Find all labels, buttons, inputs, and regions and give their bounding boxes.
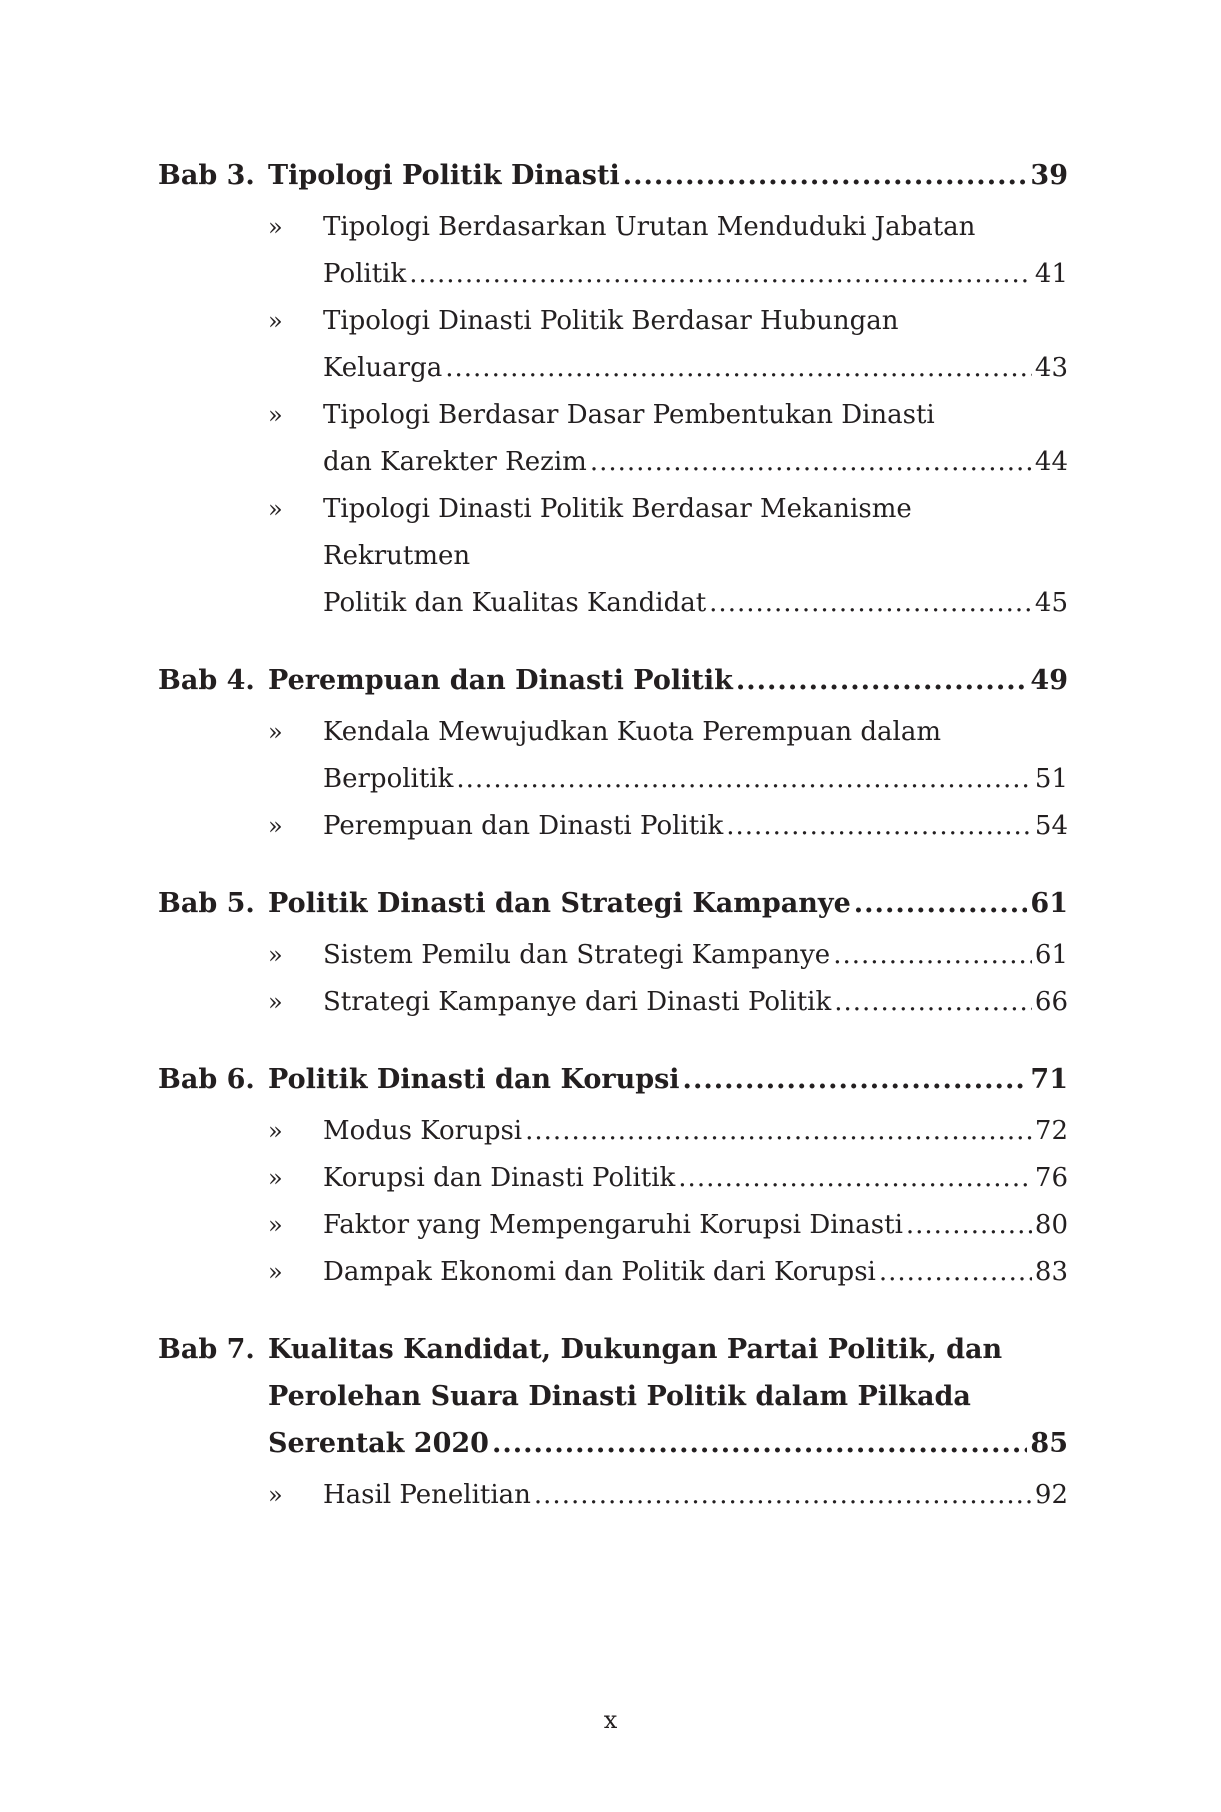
toc-chapter bbox=[158, 657, 1068, 850]
chapter-page-number: 85 bbox=[1030, 1428, 1068, 1459]
entry-line: Politik bbox=[323, 259, 407, 289]
entry-line: dan Karekter Rezim bbox=[323, 447, 587, 477]
entry-line: Faktor yang Mempengaruhi Korupsi Dinasti bbox=[323, 1210, 903, 1240]
entry-last-line bbox=[323, 979, 1068, 1026]
entry-line: Korupsi dan Dinasti Politik bbox=[323, 1163, 676, 1193]
toc-section bbox=[268, 298, 1068, 392]
entry-line: Politik dan Kualitas Kandidat bbox=[323, 588, 707, 618]
section-title bbox=[323, 1202, 1068, 1249]
dot-leader bbox=[854, 880, 1028, 927]
chapter-page-number: 71 bbox=[1030, 1064, 1068, 1095]
bullet-icon: » bbox=[268, 988, 283, 1016]
dot-leader bbox=[683, 1056, 1028, 1103]
bullet-icon: » bbox=[268, 1211, 283, 1239]
entry-line: Modus Korupsi bbox=[323, 1116, 523, 1146]
section-page-number: 44 bbox=[1034, 447, 1068, 477]
chapter-title bbox=[268, 880, 1068, 927]
entry-line: Perolehan Suara Dinasti Politik dalam Pilkada bbox=[268, 1381, 971, 1412]
entry-last-line bbox=[323, 580, 1068, 627]
section-title bbox=[323, 392, 1068, 486]
section-page-number: 80 bbox=[1034, 1210, 1068, 1240]
section-page-number: 66 bbox=[1034, 987, 1068, 1017]
toc-chapter bbox=[158, 1056, 1068, 1296]
entry-line: Tipologi Berdasarkan Urutan Menduduki Jabatan bbox=[323, 212, 976, 242]
entry-line: Strategi Kampanye dari Dinasti Politik bbox=[323, 987, 832, 1017]
entry-line: Serentak 2020 bbox=[268, 1428, 489, 1459]
chapter-title bbox=[268, 152, 1068, 199]
entry-line: Berpolitik bbox=[323, 764, 454, 794]
section-title bbox=[323, 298, 1068, 392]
entry-line: Perempuan dan Dinasti Politik bbox=[323, 811, 724, 841]
entry-last-line bbox=[323, 1155, 1068, 1202]
entry-last-line bbox=[323, 932, 1068, 979]
section-page-number: 72 bbox=[1034, 1116, 1068, 1146]
section-list bbox=[268, 204, 1068, 627]
chapter-heading bbox=[158, 1326, 1068, 1467]
toc-section bbox=[268, 932, 1068, 979]
section-page-number: 45 bbox=[1034, 588, 1068, 618]
toc-section bbox=[268, 979, 1068, 1026]
entry-last-line bbox=[323, 1472, 1068, 1519]
section-title bbox=[323, 803, 1068, 850]
section-page-number: 43 bbox=[1034, 353, 1068, 383]
section-list bbox=[268, 709, 1068, 850]
bullet-icon: » bbox=[268, 812, 283, 840]
dot-leader bbox=[833, 932, 1032, 979]
bullet-icon: » bbox=[268, 1258, 283, 1286]
dot-leader bbox=[834, 979, 1032, 1026]
bullet-icon: » bbox=[268, 718, 283, 746]
toc-section bbox=[268, 204, 1068, 298]
entry-line: Perempuan dan Dinasti Politik bbox=[268, 665, 733, 696]
section-title bbox=[323, 932, 1068, 979]
dot-leader bbox=[525, 1108, 1032, 1155]
section-list bbox=[268, 932, 1068, 1026]
entry-last-line bbox=[268, 1056, 1068, 1103]
section-page-number: 83 bbox=[1034, 1257, 1068, 1287]
section-list bbox=[268, 1108, 1068, 1296]
entry-line: Politik Dinasti dan Strategi Kampanye bbox=[268, 888, 851, 919]
dot-leader bbox=[534, 1472, 1032, 1519]
dot-leader bbox=[623, 152, 1028, 199]
bullet-icon: » bbox=[268, 1481, 283, 1509]
dot-leader bbox=[906, 1202, 1032, 1249]
entry-line: Hasil Penelitian bbox=[323, 1480, 531, 1510]
bullet-icon: » bbox=[268, 307, 283, 335]
entry-last-line bbox=[323, 756, 1068, 803]
toc-chapter bbox=[158, 880, 1068, 1026]
entry-line: Keluarga bbox=[323, 353, 443, 383]
entry-last-line bbox=[268, 152, 1068, 199]
dot-leader bbox=[409, 251, 1032, 298]
bullet-icon: » bbox=[268, 941, 283, 969]
chapter-number: Bab 7. bbox=[158, 1334, 255, 1365]
section-title bbox=[323, 204, 1068, 298]
section-title bbox=[323, 1155, 1068, 1202]
page-number: x bbox=[603, 1706, 618, 1734]
section-title bbox=[323, 486, 1068, 627]
chapter-title bbox=[268, 1056, 1068, 1103]
chapter-heading bbox=[158, 1056, 1068, 1103]
section-title bbox=[323, 979, 1068, 1026]
entry-last-line bbox=[323, 345, 1068, 392]
chapter-heading bbox=[158, 657, 1068, 704]
entry-last-line bbox=[323, 1202, 1068, 1249]
toc-section bbox=[268, 1472, 1068, 1519]
section-title bbox=[323, 709, 1068, 803]
dot-leader bbox=[709, 580, 1032, 627]
chapter-number: Bab 4. bbox=[158, 665, 255, 696]
section-page-number: 54 bbox=[1034, 811, 1068, 841]
dot-leader bbox=[456, 756, 1032, 803]
entry-last-line bbox=[323, 251, 1068, 298]
dot-leader bbox=[879, 1249, 1032, 1296]
entry-last-line bbox=[323, 1108, 1068, 1155]
section-title bbox=[323, 1249, 1068, 1296]
chapter-number: Bab 6. bbox=[158, 1064, 255, 1095]
dot-leader bbox=[590, 439, 1032, 486]
dot-leader bbox=[445, 345, 1032, 392]
chapter-page-number: 49 bbox=[1030, 665, 1068, 696]
chapter-page-number: 39 bbox=[1030, 160, 1068, 191]
bullet-icon: » bbox=[268, 1117, 283, 1145]
toc-section bbox=[268, 1249, 1068, 1296]
chapter-title bbox=[268, 1326, 1068, 1467]
chapter-heading bbox=[158, 152, 1068, 199]
section-page-number: 41 bbox=[1034, 259, 1068, 289]
chapter-heading bbox=[158, 880, 1068, 927]
entry-line: Tipologi Dinasti Politik Berdasar Mekanisme bbox=[323, 494, 912, 524]
toc-section bbox=[268, 1202, 1068, 1249]
toc-section bbox=[268, 1155, 1068, 1202]
dot-leader bbox=[726, 803, 1032, 850]
section-page-number: 92 bbox=[1034, 1480, 1068, 1510]
bullet-icon: » bbox=[268, 1164, 283, 1192]
entry-line: Sistem Pemilu dan Strategi Kampanye bbox=[323, 940, 831, 970]
entry-line: Tipologi Berdasar Dasar Pembentukan Dinasti bbox=[323, 400, 935, 430]
entry-line: Rekrutmen bbox=[323, 541, 471, 571]
bullet-icon: » bbox=[268, 213, 283, 241]
table-of-contents bbox=[158, 152, 1068, 1549]
chapter-page-number: 61 bbox=[1030, 888, 1068, 919]
entry-line: Politik Dinasti dan Korupsi bbox=[268, 1064, 680, 1095]
entry-last-line bbox=[268, 880, 1068, 927]
bullet-icon: » bbox=[268, 401, 283, 429]
toc-chapter bbox=[158, 152, 1068, 627]
entry-last-line bbox=[323, 439, 1068, 486]
entry-last-line bbox=[268, 657, 1068, 704]
section-title bbox=[323, 1472, 1068, 1519]
toc-section bbox=[268, 392, 1068, 486]
dot-leader bbox=[492, 1420, 1027, 1467]
entry-line: Dampak Ekonomi dan Politik dari Korupsi bbox=[323, 1257, 876, 1287]
section-list bbox=[268, 1472, 1068, 1519]
chapter-number: Bab 3. bbox=[158, 160, 255, 191]
toc-chapter bbox=[158, 1326, 1068, 1519]
entry-last-line bbox=[268, 1420, 1068, 1467]
entry-line: Tipologi Politik Dinasti bbox=[268, 160, 620, 191]
dot-leader bbox=[678, 1155, 1032, 1202]
bullet-icon: » bbox=[268, 495, 283, 523]
section-page-number: 76 bbox=[1034, 1163, 1068, 1193]
entry-line: Tipologi Dinasti Politik Berdasar Hubungan bbox=[323, 306, 899, 336]
entry-line: Kendala Mewujudkan Kuota Perempuan dalam bbox=[323, 717, 941, 747]
toc-section bbox=[268, 709, 1068, 803]
toc-section bbox=[268, 486, 1068, 627]
chapter-number: Bab 5. bbox=[158, 888, 255, 919]
entry-last-line bbox=[323, 803, 1068, 850]
toc-section bbox=[268, 803, 1068, 850]
entry-line: Kualitas Kandidat, Dukungan Partai Politik, dan bbox=[268, 1334, 1003, 1365]
section-title bbox=[323, 1108, 1068, 1155]
entry-last-line bbox=[323, 1249, 1068, 1296]
dot-leader bbox=[736, 657, 1028, 704]
chapter-title bbox=[268, 657, 1068, 704]
section-page-number: 61 bbox=[1034, 940, 1068, 970]
section-page-number: 51 bbox=[1034, 764, 1068, 794]
toc-section bbox=[268, 1108, 1068, 1155]
